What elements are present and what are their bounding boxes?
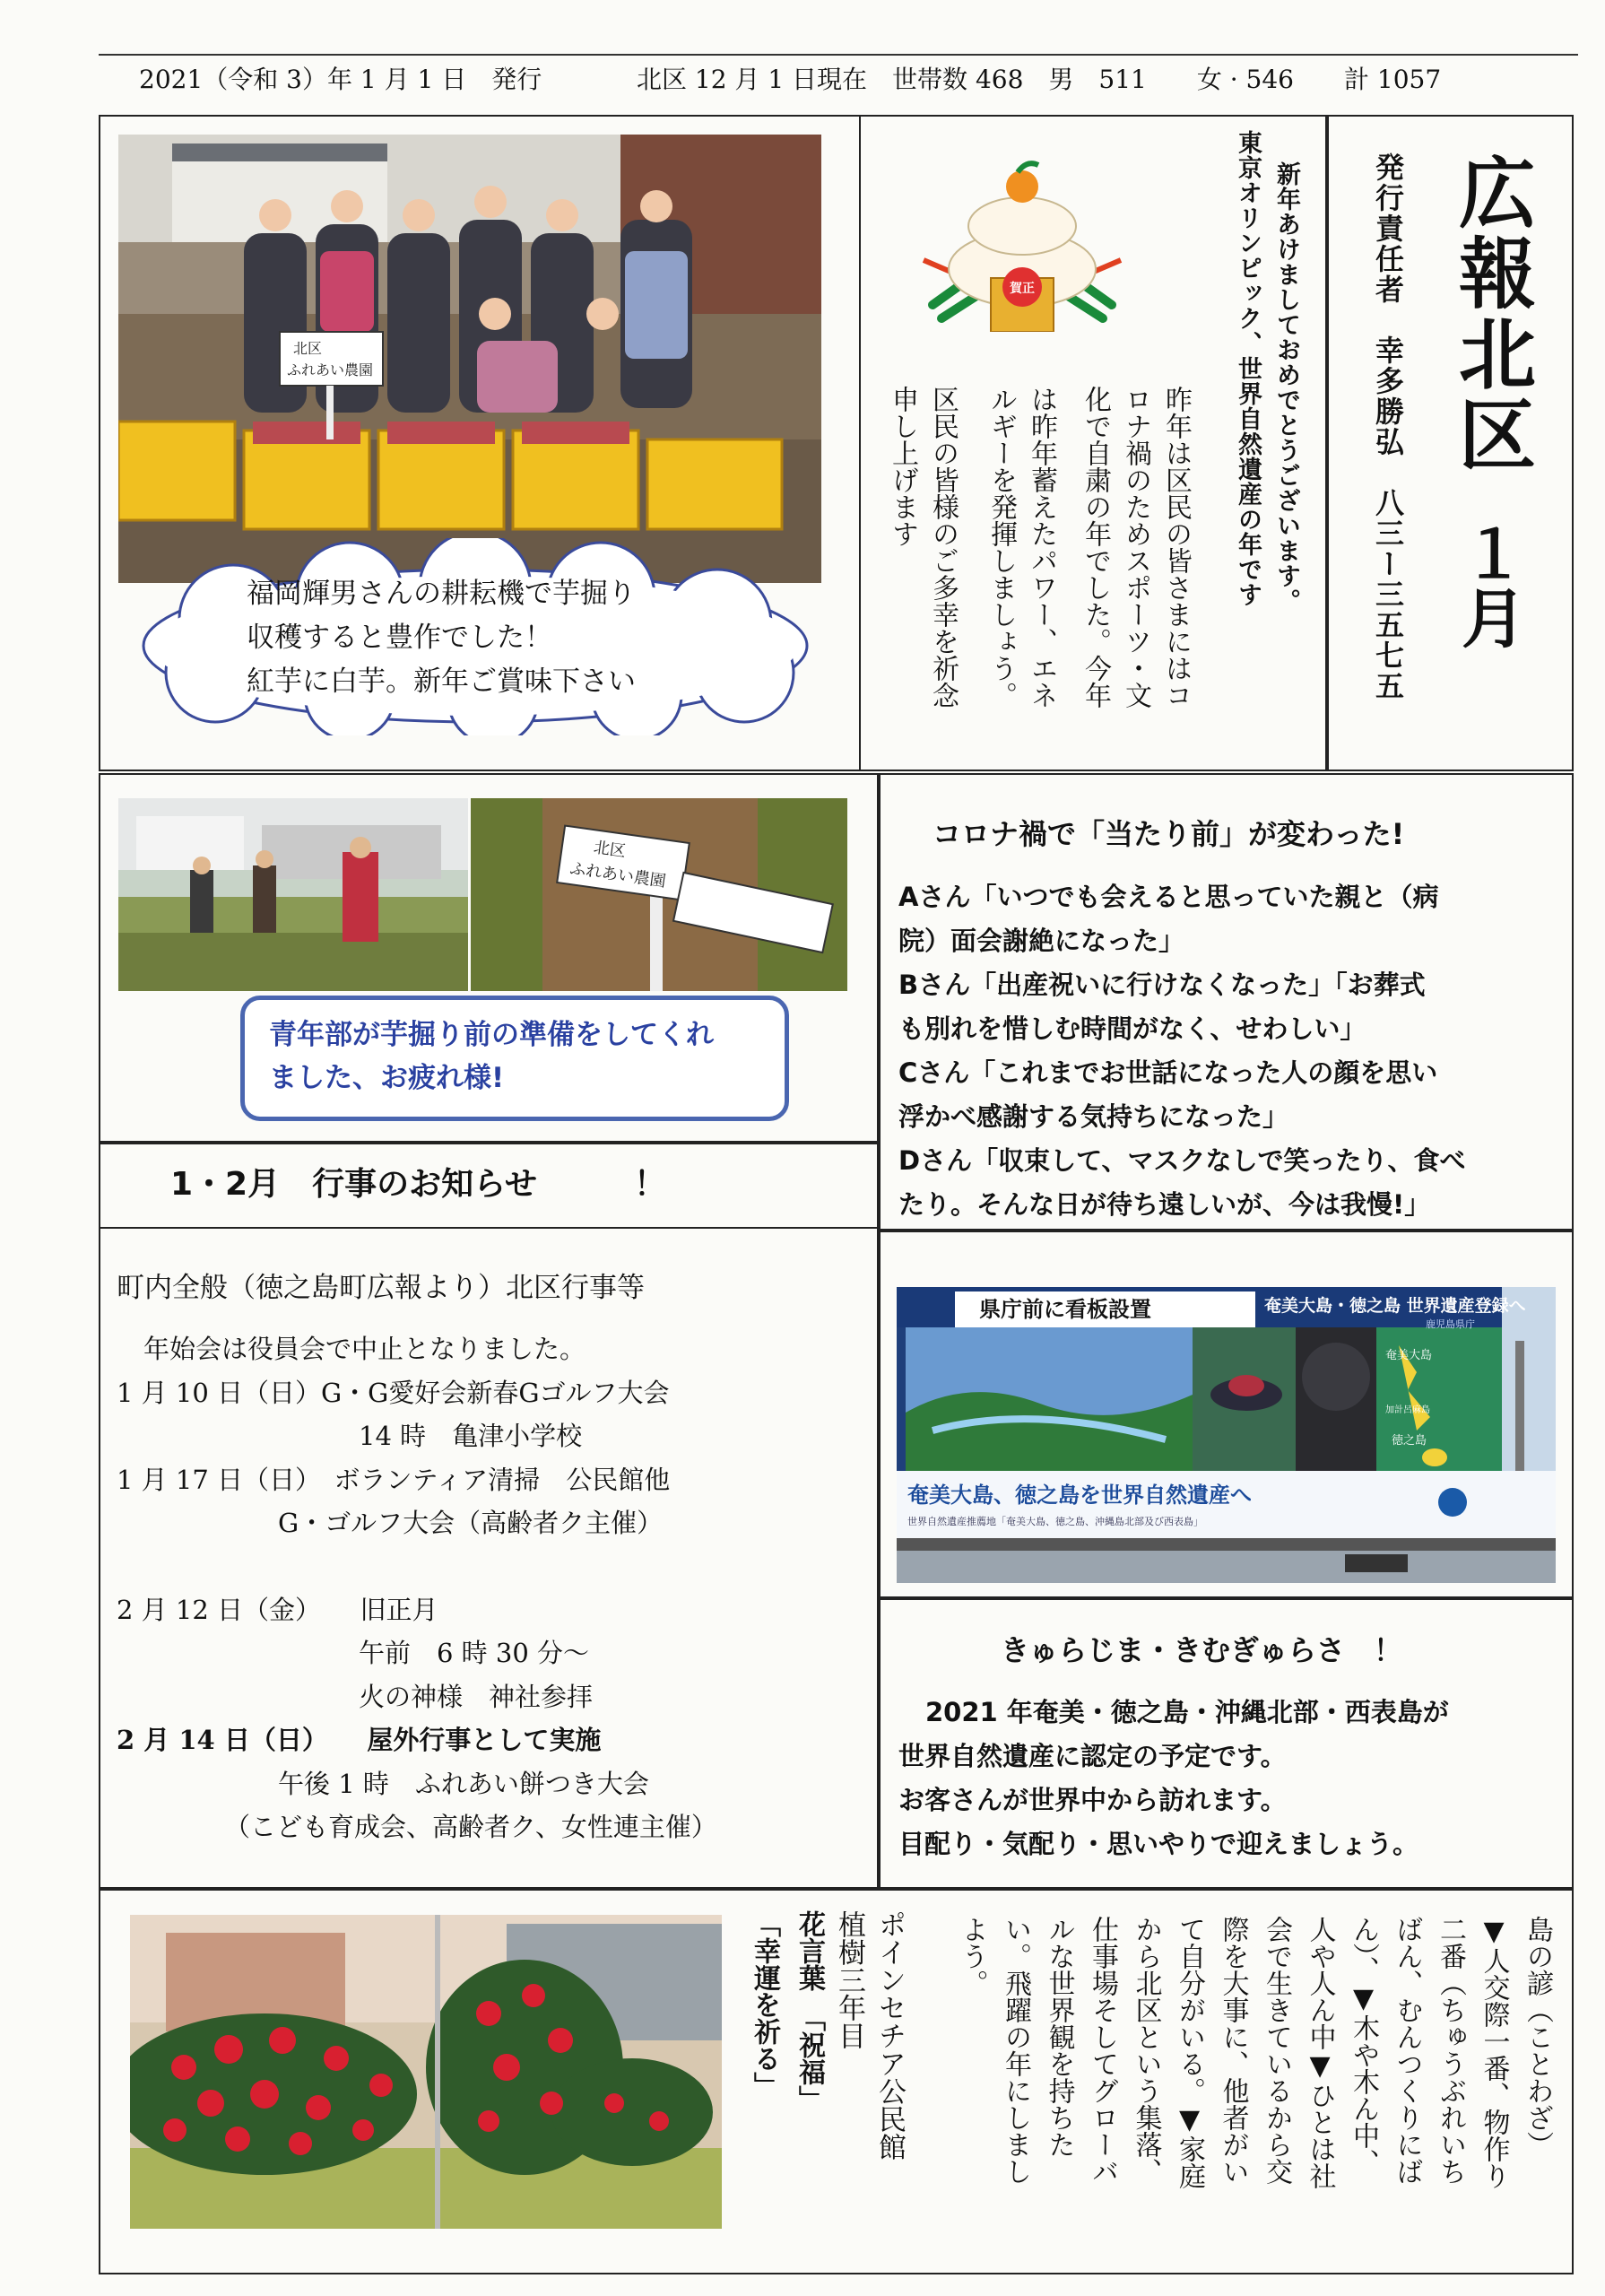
billboard-label: 県庁前に看板設置: [979, 1297, 1151, 1322]
harvest-photo: [118, 135, 821, 583]
map-label-amami: 奄美大島: [1385, 1349, 1433, 1362]
corona-line-6: 浮かべ感謝する気持ちになった」: [898, 1101, 1289, 1132]
events-subtitle: 町内全般（徳之島町広報より）北区行事等: [117, 1272, 645, 1304]
issue-date: 2021（令和 3）年 1 月 1 日 発行: [139, 65, 542, 94]
kyura-line-4: 目配り・気配り・思いやりで迎えましょう。: [898, 1829, 1419, 1859]
billboard-banner-sub: 世界自然遺産推薦地「奄美大島、徳之島、沖縄島北部及び西表島」: [907, 1516, 1203, 1527]
proverb-column: ▼人交際一番、物作り: [1478, 1916, 1510, 2189]
proverb-column: い。飛躍の年にしまし: [1000, 1916, 1031, 2185]
map-label-tokunoshima: 徳之島: [1392, 1434, 1427, 1448]
greeting-body-6: 区民の皆様のご多幸を祈念: [927, 386, 959, 709]
greeting-line-1: 新年あけましておめでとうございます。: [1272, 161, 1300, 613]
event-line: 2 月 12 日（金） 旧正月: [117, 1594, 438, 1625]
event-line: 年始会は役員会で中止となりました。: [143, 1334, 586, 1364]
event-line: 1 月 10 日（日）G・G愛好会新春Gゴルフ大会: [117, 1377, 670, 1408]
proverb-column: 二番（ちゅうぶれいち: [1435, 1916, 1466, 2185]
kagami-label: 賀正: [1010, 282, 1035, 296]
proverb-column: 島の諺（ことわざ）: [1522, 1916, 1553, 2158]
event-line: 2 月 14 日（日） 屋外行事として実施: [117, 1725, 602, 1755]
youth-photo-right: [471, 798, 847, 991]
header-rule: [99, 54, 1578, 56]
events-list: [117, 1327, 870, 1849]
event-line: （こども育成会、高齢者ク、女性連主催）: [224, 1812, 717, 1842]
corona-line-1: Aさん「いつでも会えると思っていた親と（病: [898, 882, 1439, 912]
corona-line-3: Bさん「出産祝いに行けなくなった」「お葬式: [898, 970, 1426, 1000]
masthead-title: 広報北区: [1445, 152, 1535, 475]
greeting-body-7: 申し上げます: [887, 386, 918, 547]
kyura-line-3: お客さんが世界中から訪れます。: [898, 1785, 1287, 1815]
event-line: [117, 1545, 870, 1588]
greeting-body-3: 化で自粛の年でした。今年: [1080, 386, 1111, 709]
proverb-column: から北区という集落、: [1130, 1916, 1162, 2185]
poinsettia-photo: [130, 1915, 722, 2229]
youth-sign-line2: ふれあい農園: [568, 858, 667, 891]
proverb-column-block: [940, 1916, 1558, 2266]
proverb-column: ん）、▼木や木ん中、: [1348, 1916, 1379, 2176]
billboard-banner: 奄美大島、徳之島を世界自然遺産へ: [907, 1483, 1252, 1508]
event-line: 午後 1 時 ふれあい餅つき大会: [278, 1768, 649, 1799]
proverb-column: 人や人ん中▼ひとは社: [1304, 1916, 1336, 2189]
household-stats: 北区 12 月 1 日現在 世帯数 468 男 511 女 · 546 計 1057: [637, 65, 1442, 94]
masthead-publisher: 発行責任者 幸多勝弘 八三ー三五七五: [1371, 152, 1405, 701]
corona-line-4: も別れを惜しむ時間がなく、せわしい」: [898, 1013, 1366, 1044]
greeting-body-4: は昨年蓄えたパワー、エネ: [1026, 386, 1057, 709]
billboard-pref: 鹿児島県庁: [1426, 1318, 1475, 1330]
proverb-column: 仕事場そしてグローバ: [1087, 1916, 1118, 2185]
masthead-month: １月: [1451, 520, 1526, 649]
poinsettia-line-3: 花言葉 「祝福」: [794, 1910, 825, 2112]
billboard-photo: [897, 1287, 1556, 1583]
cloud-line-2: 収穫すると豊作でした！: [247, 622, 552, 654]
kagami-mochi-icon: [906, 152, 1139, 332]
corona-body: [898, 875, 1466, 1227]
corona-line-2: 院）面会謝絶になった」: [898, 926, 1185, 956]
proverb-column: ばん、むんつくりにば: [1391, 1916, 1423, 2185]
greeting-body-1: 昨年は区民の皆さまにはコ: [1160, 386, 1192, 709]
greeting-body-5: ルギーを発揮しましょう。: [985, 386, 1017, 709]
proverb-column: よう。: [956, 1916, 988, 1996]
poinsettia-line-4: 「幸運を祈る」: [749, 1910, 780, 2099]
corona-line-8: たり。そんな日が待ち遠しいが、今は我慢!」: [898, 1189, 1431, 1220]
kyura-body: [898, 1691, 1449, 1866]
youth-sign-line1: 北区: [592, 838, 628, 862]
event-line: G・ゴルフ大会（高齢者ク主催）: [278, 1508, 664, 1538]
kyura-title: きゅらじま・きむぎゅらさ ！: [1001, 1633, 1403, 1667]
greeting-line-2: 東京オリンピック、世界自然遺産の年です: [1234, 130, 1262, 607]
youth-caption: [269, 1013, 714, 1100]
proverb-column: 会で生きているから交: [1261, 1916, 1292, 2185]
event-line: 14 時 亀津小学校: [359, 1421, 583, 1451]
map-label-kakeroma: 加計呂麻島: [1385, 1405, 1430, 1415]
harvest-sign-line2: ふれあい農園: [287, 361, 374, 378]
event-line: 火の神様 神社参拝: [359, 1681, 594, 1712]
harvest-cloud-text: [247, 572, 636, 704]
cloud-line-1: 福岡輝男さんの耕耘機で芋掘り: [247, 578, 636, 610]
kyura-line-2: 世界自然遺産に認定の予定です。: [898, 1741, 1287, 1771]
kyura-line-1: 2021 年奄美・徳之島・沖縄北部・西表島が: [925, 1697, 1449, 1727]
billboard-header: 奄美大島・徳之島 世界遺産登録へ: [1264, 1296, 1526, 1316]
youth-caption-line-1: 青年部が芋掘り前の準備をしてくれ: [269, 1019, 714, 1051]
corona-line-5: Cさん「これまでお世話になった人の顔を思い: [898, 1057, 1438, 1088]
poinsettia-line-1: ポインセチア公民館: [873, 1910, 906, 2161]
greeting-body-2: ロナ禍のためスポーツ・文: [1120, 386, 1151, 709]
events-title: 1・2月 行事のお知らせ ！: [170, 1166, 667, 1203]
corona-line-7: Dさん「収束して、マスクなしで笑ったり、食べ: [898, 1145, 1466, 1176]
corona-title: コロナ禍で「当たり前」が変わった!: [933, 817, 1405, 851]
youth-photo-left: [118, 798, 468, 991]
youth-caption-line-2: ました、お疲れ様!: [269, 1062, 505, 1094]
proverb-column: ルな世界観を持ちた: [1043, 1916, 1075, 2158]
harvest-sign-line1: 北区: [293, 340, 323, 357]
proverb-column: 際を大事に、他者がい: [1217, 1916, 1249, 2185]
event-line: 1 月 17 日（日） ボランティア清掃 公民館他: [117, 1464, 671, 1495]
cloud-line-3: 紅芋に白芋。新年ご賞味下さい: [247, 665, 636, 698]
proverb-column: て自分がいる。▼家庭: [1174, 1916, 1205, 2189]
poinsettia-line-2: 植樹三年目: [833, 1910, 865, 2049]
event-line: 午前 6 時 30 分～: [359, 1638, 590, 1668]
